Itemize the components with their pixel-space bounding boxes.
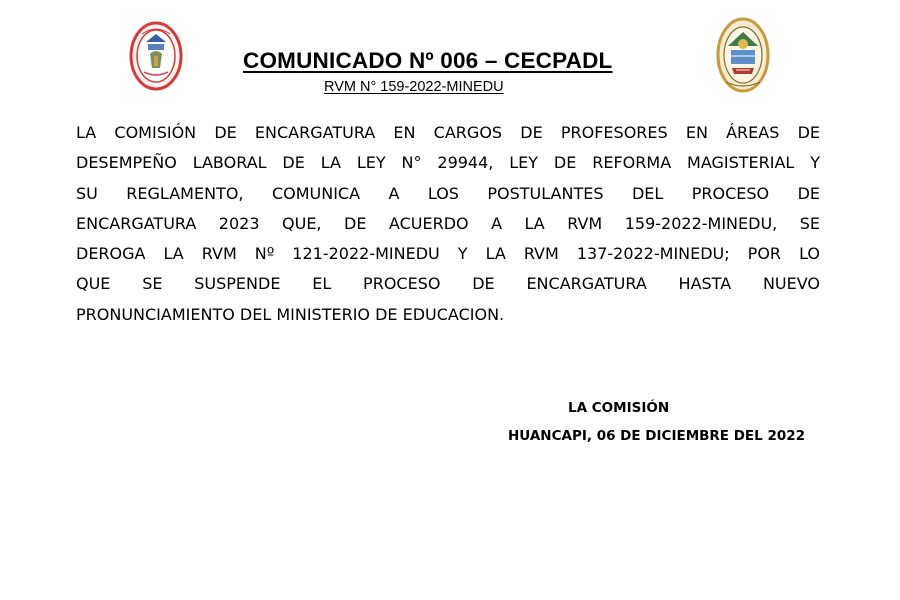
- signature-name: LA COMISIÓN: [568, 400, 670, 416]
- body-line: DEROGA LA RVM Nº 121-2022-MINEDU Y LA RVM 137-2022-MINEDU; POR LO: [76, 244, 820, 264]
- body-line: QUE SE SUSPENDE EL PROCESO DE ENCARGATURA HASTA NUEVO: [76, 274, 820, 294]
- document-subtitle: RVM N° 159-2022-MINEDU: [324, 79, 504, 95]
- body-line: DESEMPEÑO LABORAL DE LA LEY N° 29944, LEY DE REFORMA MAGISTERIAL Y: [76, 153, 820, 173]
- body-line: SU REGLAMENTO, COMUNICA A LOS POSTULANTES DEL PROCESO DE: [76, 183, 820, 203]
- body-line: ENCARGATURA 2023 QUE, DE ACUERDO A LA RVM 159-2022-MINEDU, SE: [76, 213, 820, 233]
- institution-seal-red-icon: [128, 20, 184, 92]
- body-line: PRONUNCIAMIENTO DEL MINISTERIO DE EDUCACION.: [76, 304, 505, 324]
- body-paragraph: [76, 118, 820, 330]
- body-line: LA COMISIÓN DE ENCARGATURA EN CARGOS DE PROFESORES EN ÁREAS DE: [76, 123, 820, 142]
- document-title: COMUNICADO Nº 006 – CECPADL: [243, 48, 613, 73]
- signature-place-date: HUANCAPI, 06 DE DICIEMBRE DEL 2022: [508, 428, 806, 444]
- institution-seal-gold-icon: [716, 16, 770, 94]
- right-seal-logo: [716, 16, 770, 94]
- left-seal-logo: [128, 20, 184, 92]
